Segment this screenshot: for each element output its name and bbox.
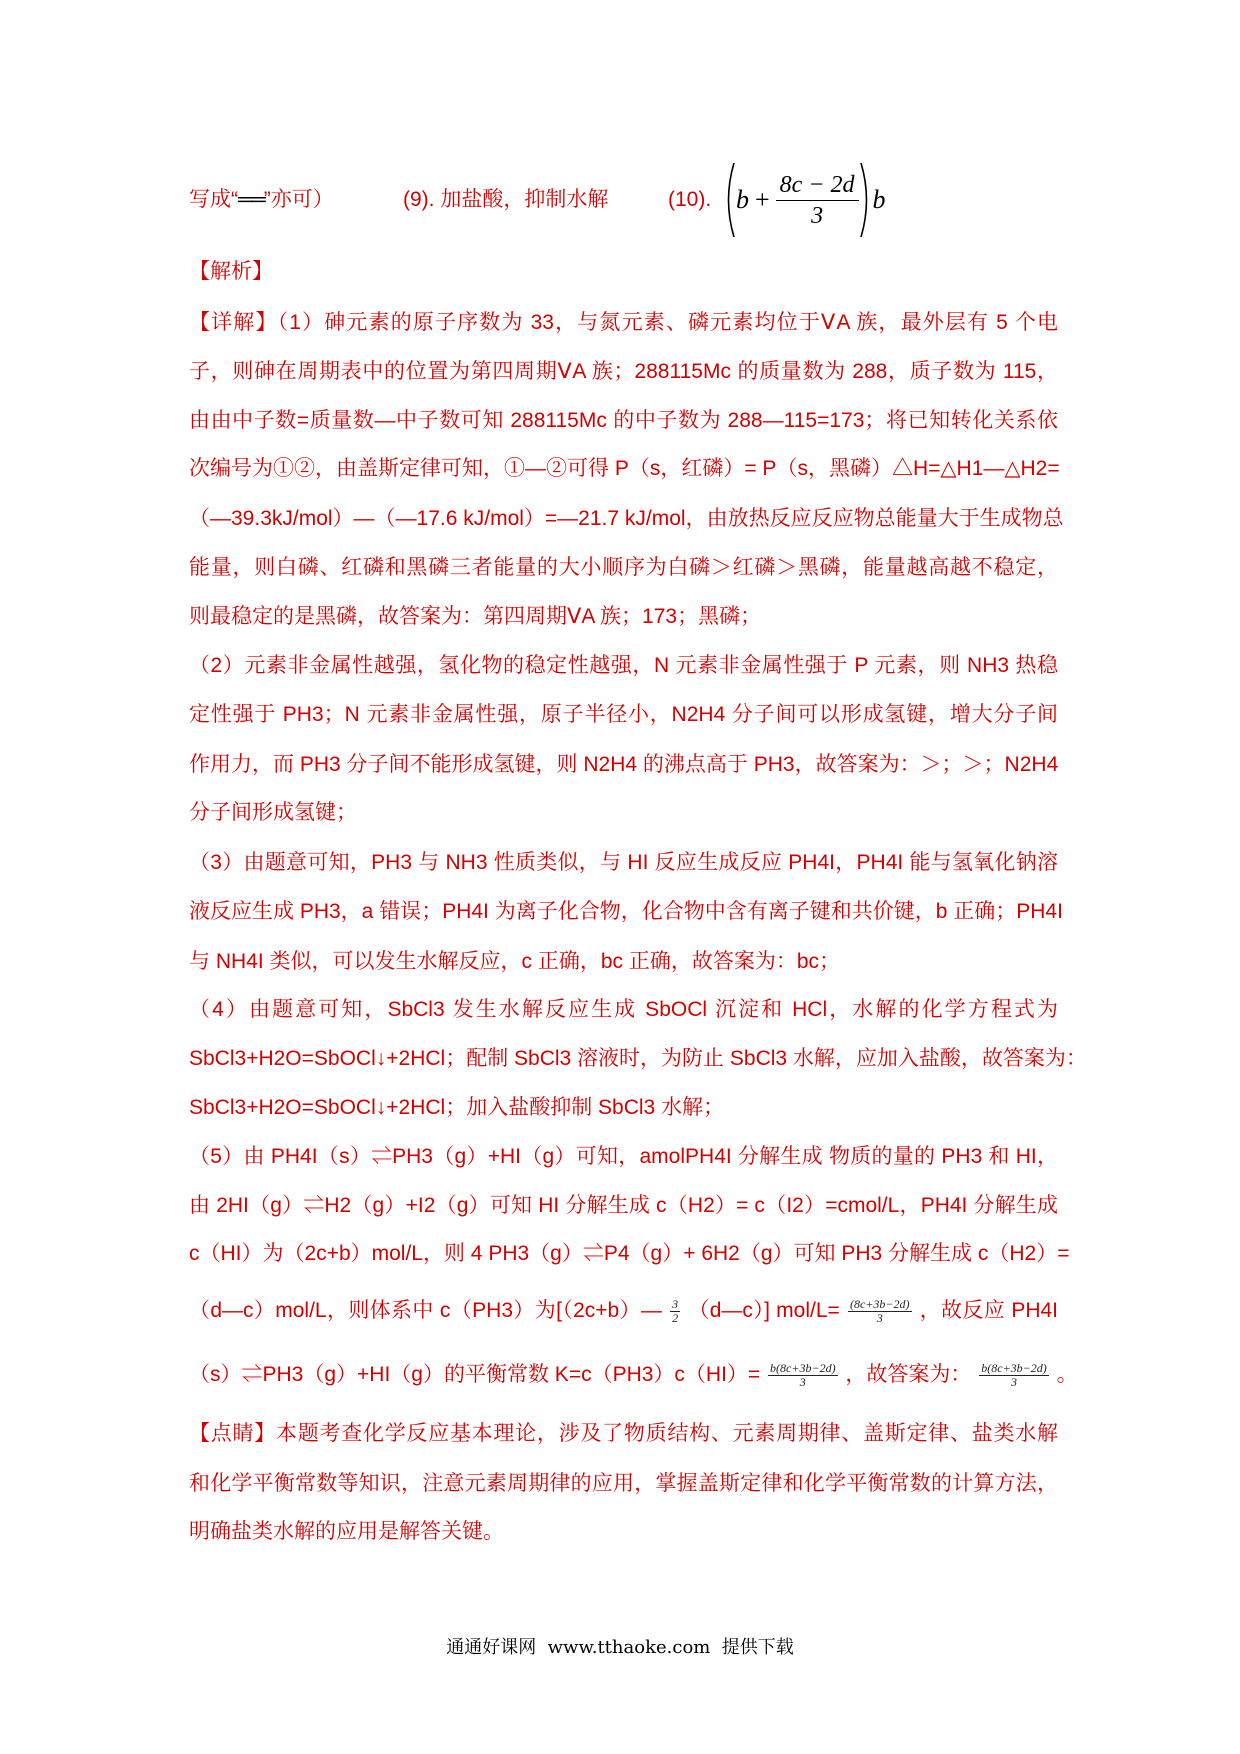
formula-fraction (776, 170, 859, 231)
p5-l4-text-b: （d—c）] mol/L= (688, 1299, 840, 1322)
answer-10-formula (722, 160, 886, 240)
p1-line: 能量，则白磷、红磷和黑磷三者能量的大小顺序为白磷＞红磷＞黑磷，能量越高越不稳定， (189, 556, 1058, 579)
p6-line: 【点睛】本题考查化学反应基本理论，涉及了物质结构、元素周期律、盖斯定律、盐类水解 (189, 1422, 1058, 1445)
p6-line: 明确盐类水解的应用是解答关键。 (189, 1520, 504, 1543)
answer-9 (403, 185, 608, 215)
p3-line: （3）由题意可知，PH3 与 NH3 性质类似，与 HI 反应生成反应 PH4I，PH4I 能与氢氧化钠溶 (189, 851, 1058, 874)
p2-line: 作用力，而 PH3 分子间不能形成氢键，则 N2H4 的沸点高于 PH3，故答案为：＞；＞；N2H4 (189, 753, 1059, 776)
answer-8-note (189, 185, 334, 215)
p4-line: SbCl3+H2O=SbOCl↓+2HCl；配制 SbCl3 溶液时，为防止 SbCl3 水解，应加入盐酸，故答案为： (189, 1047, 1087, 1070)
p1-line: （—39.3kJ/mol）—（—17.6 kJ/mol）=—21.7 kJ/mol，由放热反应反应物总能量大于生成物总 (189, 507, 1064, 530)
p2-line: 定性强于 PH3；N 元素非金属性强，原子半径小，N2H4 分子间可以形成氢键，增大分子间 (189, 703, 1058, 726)
left-paren (722, 161, 736, 239)
fraction-denominator: 3 (1011, 1374, 1017, 1389)
fraction-denominator: 2 (672, 1310, 679, 1325)
answer-9-text: 加盐酸，抑制水解 (440, 188, 609, 211)
p5-line-4 (189, 1296, 1058, 1326)
page-footer: 通通好课网 www.tthaoke.com 提供下载 (446, 1637, 794, 1658)
p3-line: 与 NH4I 类似，可以发生水解反应，c 正确，bc 正确，故答案为：bc； (189, 950, 841, 973)
fraction-numerator: (8c+3b−2d) (849, 1296, 910, 1311)
p5-line: c（HI）为（2c+b）mol/L，则 4 PH3（g）⇌P4（g）+ 6H2（g）可知 PH3 分解生成 c（H2）= (189, 1242, 1070, 1265)
p1-line: 子，则砷在周期表中的位置为第四周期ⅤA 族；288115Mc 的质量数为 288，质子数为 115， (189, 360, 1058, 383)
fraction-denominator: 3 (799, 1374, 806, 1389)
equals-sign: ══ (238, 188, 264, 211)
fraction-answer (979, 1362, 1049, 1389)
fraction-three-halves (670, 1298, 680, 1325)
p6-line: 和化学平衡常数等知识，注意元素周期律的应用，掌握盖斯定律和化学平衡常数的计算方法， (189, 1472, 1058, 1495)
p5-line-5 (189, 1360, 1078, 1390)
p1-line: 次编号为①②，由盖斯定律可知，①—②可得 P（s，红磷）= P（s，黑磷）△H=△H1—△H2= (189, 457, 1060, 480)
right-paren (859, 161, 873, 239)
p1-line: 【详解】（1）砷元素的原子序数为 33，与氮元素、磷元素均位于ⅤA 族，最外层有 5 个电 (189, 311, 1058, 334)
p4-line: SbCl3+H2O=SbOCl↓+2HCl；加入盐酸抑制 SbCl3 水解； (189, 1096, 725, 1119)
formula-denominator: 3 (811, 202, 824, 229)
section-title: 【解析】 (189, 260, 273, 283)
fraction-denominator: 3 (876, 1310, 883, 1325)
p1-line: 则最稳定的是黑磷，故答案为：第四周期ⅤA 族；173；黑磷； (189, 605, 762, 628)
note-prefix-a: 写成“ (189, 188, 238, 211)
fraction-numerator: b(8c+3b−2d) (770, 1360, 836, 1375)
p1-line: 由由中子数=质量数—中子数可知 288115Mc 的中子数为 288—115=173；将已知转化关系依 (189, 409, 1058, 432)
p2-line: 分子间形成氢键； (189, 801, 357, 824)
p5-l4-text-c: ，故反应 PH4I (919, 1299, 1059, 1322)
fraction-numerator: 3 (672, 1296, 679, 1311)
fraction-equilibrium-constant (768, 1362, 838, 1389)
p5-l5-text-b: ，故答案为： (845, 1363, 972, 1386)
p5-l5-text-a: （s）⇌PH3（g）+HI（g）的平衡常数 K=c（PH3）c（HI）= (189, 1363, 761, 1386)
p5-l4-text-a: （d—c）mol/L，则体系中 c（PH3）为[（2c+b）— (189, 1299, 662, 1322)
p2-line: （2）元素非金属性越强，氢化物的稳定性越强，N 元素非金属性强于 P 元素，则 NH3 热稳 (189, 654, 1058, 677)
p5-line: 由 2HI（g）⇌H2（g）+I2（g）可知 HI 分解生成 c（H2）= c（I2）=cmol/L，PH4I 分解生成 (189, 1194, 1058, 1217)
p4-line: （4）由题意可知，SbCl3 发生水解反应生成 SbOCl 沉淀和 HCl，水解的化学方程式为 (189, 998, 1058, 1021)
fraction-numerator: b(8c+3b−2d) (981, 1360, 1047, 1375)
p5-line: （5）由 PH4I（s）⇌PH3（g）+HI（g）可知，amolPH4I 分解生成 物质的量的 PH3 和 HI， (189, 1145, 1058, 1168)
formula-b1: b (736, 185, 749, 214)
answer-10-number: (10). (668, 188, 712, 211)
p3-line: 液反应生成 PH3，a 错误；PH4I 为离子化合物，化合物中含有离子键和共价键，b 正确；PH4I (189, 900, 1063, 923)
p5-l5-text-c: 。 (1056, 1363, 1078, 1386)
answer-9-number: (9). (403, 188, 435, 211)
formula-numerator: 8c − 2d (776, 170, 859, 201)
fraction-ph3-concentration (848, 1298, 912, 1325)
formula-plus: + (755, 185, 770, 214)
note-prefix-b: ”亦可） (263, 188, 334, 211)
formula-b2: b (872, 185, 886, 214)
